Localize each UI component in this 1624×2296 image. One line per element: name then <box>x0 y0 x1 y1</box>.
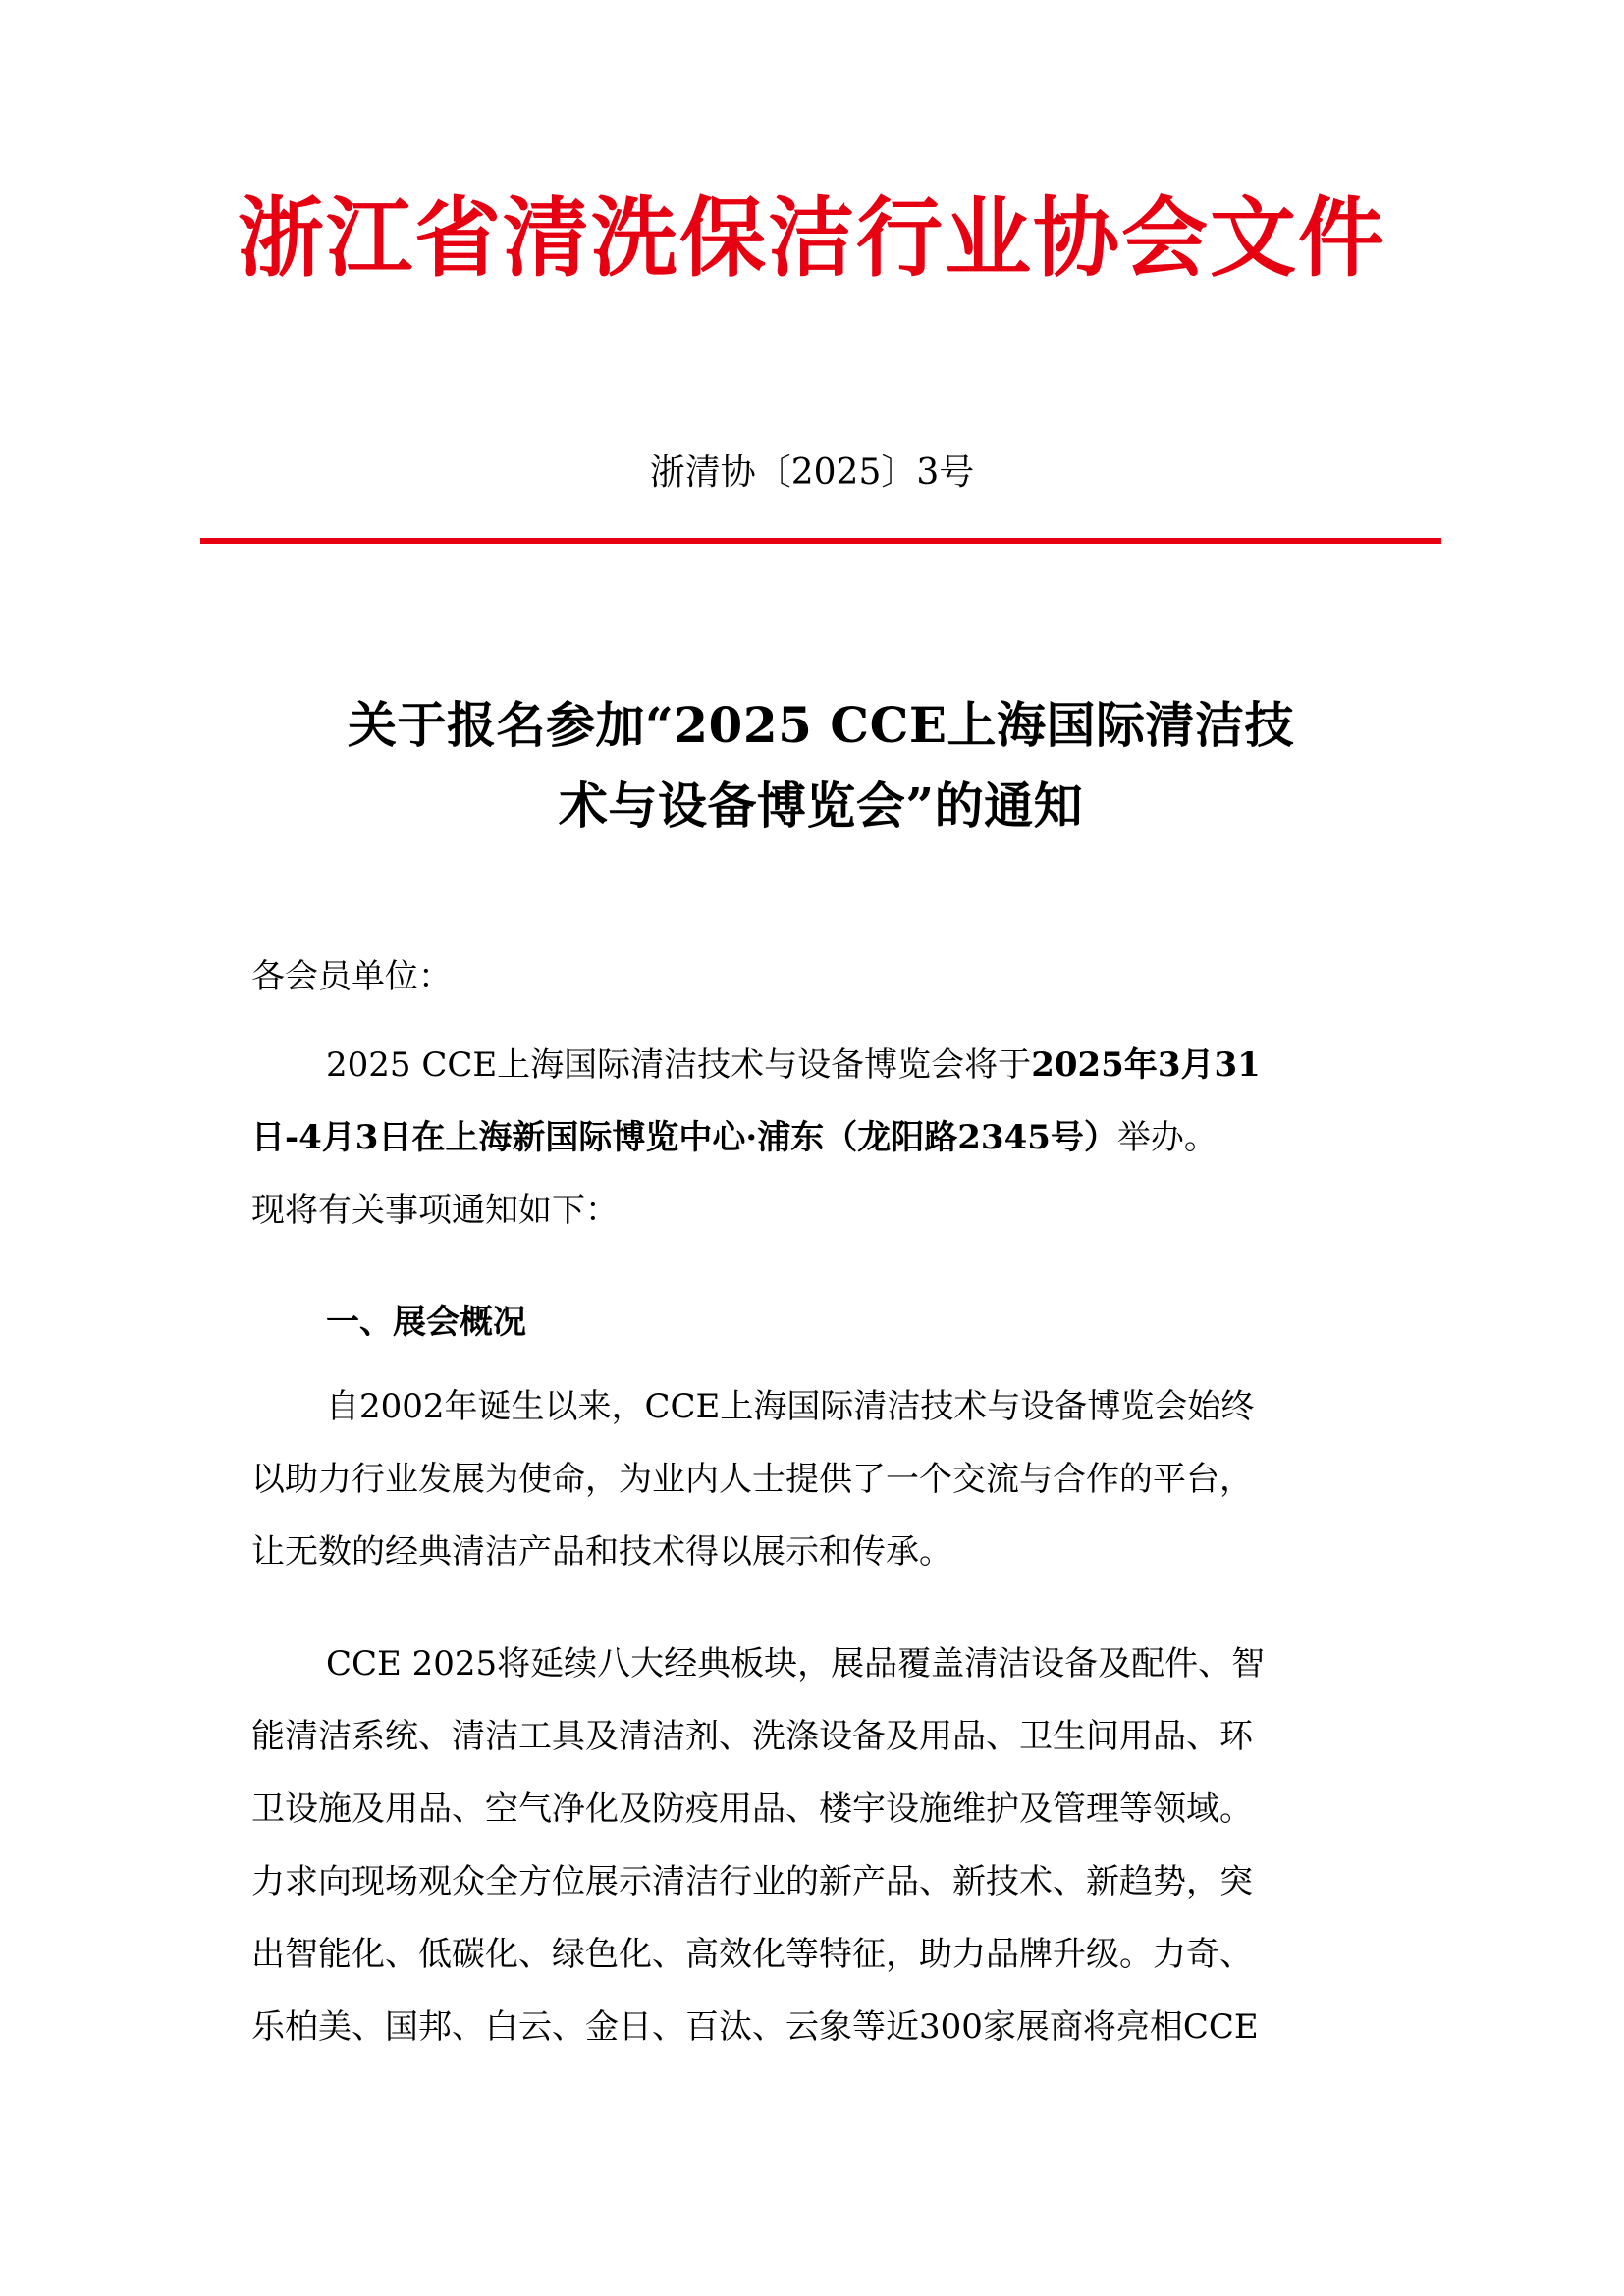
event-venue-text: 日-4月3日在上海新国际博览中心·浦东（龙阳路2345号） <box>251 1118 1117 1157</box>
text-run: 举办。 <box>1116 1118 1218 1157</box>
paragraph-line: 以助力行业发展为使命，为业内人士提供了一个交流与合作的平台， <box>251 1460 1253 1499</box>
paragraph-intro <box>251 1029 1390 1247</box>
paragraph-line: CCE 2025将延续八大经典板块，展品覆盖清洁设备及配件、智 <box>326 1644 1266 1683</box>
notice-title-line: 术与设备博览会”的通知 <box>558 776 1084 834</box>
paragraph-line: 让无数的经典清洁产品和技术得以展示和传承。 <box>251 1532 952 1572</box>
paragraph-line <box>251 1029 1390 1101</box>
section-heading <box>251 1286 1390 1359</box>
text-run: 2025 CCE上海国际清洁技术与设备博览会将于 <box>326 1045 1032 1085</box>
section-heading-text: 一、展会概况 <box>326 1303 526 1342</box>
paragraph-line: 力求向现场观众全方位展示清洁行业的新产品、新技术、新趋势，突 <box>251 1862 1253 1901</box>
salutation-text: 各会员单位： <box>251 957 452 996</box>
paragraph-line: 卫设施及用品、空气净化及防疫用品、楼宇设施维护及管理等领域。 <box>251 1789 1253 1829</box>
paragraph-line: 出智能化、低碳化、绿色化、高效化等特征，助力品牌升级。力奇、 <box>251 1935 1253 1974</box>
paragraph-line: 能清洁系统、清洁工具及清洁剂、洗涤设备及用品、卫生间用品、环 <box>251 1717 1253 1756</box>
doc-number: 浙清协〔2025〕3号 <box>649 453 975 493</box>
salutation <box>251 940 1390 1013</box>
paragraph-line: 乐柏美、国邦、白云、金日、百汰、云象等近300家展商将亮相CCE <box>251 2007 1259 2047</box>
red-divider-rule <box>200 538 1441 544</box>
notice-title-line: 关于报名参加“2025 CCE上海国际清洁技 <box>347 696 1295 754</box>
event-date-text: 2025年3月31 <box>1031 1045 1261 1085</box>
paragraph-exhibits <box>251 1628 1390 2063</box>
notice-title <box>200 685 1441 846</box>
paragraph-overview <box>251 1370 1390 1588</box>
paragraph-line: 自2002年诞生以来，CCE上海国际清洁技术与设备博览会始终 <box>326 1387 1255 1426</box>
paragraph-line: 现将有关事项通知如下： <box>251 1191 619 1230</box>
org-title: 浙江省清洗保洁行业协会文件 <box>237 187 1386 289</box>
paragraph-line <box>251 1101 1390 1174</box>
